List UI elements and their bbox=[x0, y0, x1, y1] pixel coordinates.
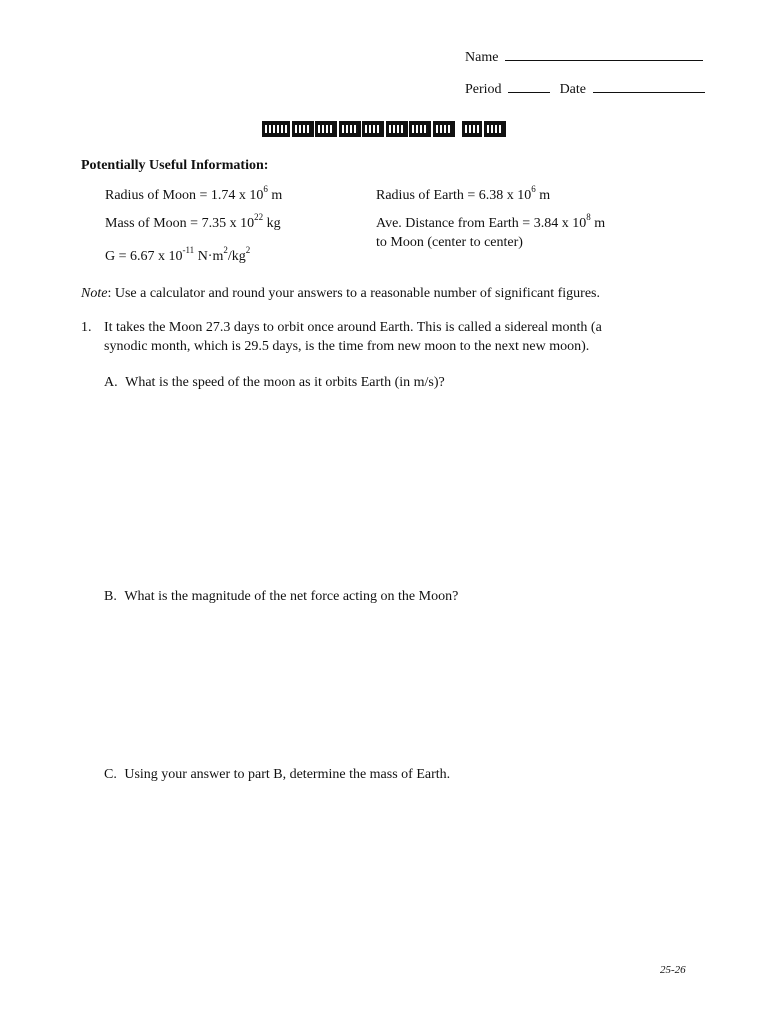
part-c bbox=[104, 767, 450, 783]
radius-moon bbox=[105, 184, 283, 204]
worksheet-title bbox=[262, 121, 506, 137]
title-glyph bbox=[262, 121, 290, 137]
part-b-text: What is the magnitude of the net force acting on the Moon? bbox=[124, 589, 459, 604]
mass-moon-text: Mass of Moon = 7.35 x 10 bbox=[105, 216, 255, 231]
title-glyph bbox=[386, 121, 408, 137]
part-a-letter: A. bbox=[104, 375, 118, 390]
period-label: Period bbox=[465, 82, 502, 97]
part-c-answer-area[interactable] bbox=[104, 792, 704, 952]
title-glyph bbox=[362, 121, 384, 137]
radius-earth bbox=[376, 184, 551, 204]
radius-moon-exp: 6 bbox=[263, 184, 268, 195]
g-exp: -11 bbox=[182, 245, 195, 256]
name-field[interactable] bbox=[505, 48, 703, 61]
part-c-letter: C. bbox=[104, 767, 117, 782]
name-row bbox=[465, 48, 703, 66]
title-glyph bbox=[339, 121, 361, 137]
part-a-text: What is the speed of the moon as it orbits Earth (in m/s)? bbox=[125, 375, 445, 390]
note-text: : Use a calculator and round your answers to a reasonable number of significant figures. bbox=[107, 286, 601, 301]
title-glyph bbox=[433, 121, 455, 137]
date-field[interactable] bbox=[593, 80, 705, 93]
period-date-row bbox=[465, 80, 705, 98]
radius-earth-exp: 6 bbox=[531, 184, 536, 195]
distance-unit: m bbox=[590, 216, 606, 231]
title-glyph bbox=[484, 121, 506, 137]
gravitational-constant bbox=[105, 245, 251, 265]
part-b-letter: B. bbox=[104, 589, 117, 604]
info-heading: Potentially Useful Information: bbox=[81, 158, 269, 173]
name-label: Name bbox=[465, 50, 499, 65]
mass-moon-unit: kg bbox=[263, 216, 281, 231]
radius-moon-text: Radius of Moon = 1.74 x 10 bbox=[105, 188, 264, 203]
g-unit-exp2: 2 bbox=[245, 245, 251, 256]
page-footer-code: 25-26 bbox=[660, 964, 686, 976]
question-line-1: It takes the Moon 27.3 days to orbit once around Earth. This is called a sidereal month (a bbox=[104, 320, 602, 335]
mass-moon bbox=[105, 212, 281, 232]
radius-moon-unit: m bbox=[267, 188, 283, 203]
radius-earth-text: Radius of Earth = 6.38 x 10 bbox=[376, 188, 532, 203]
part-b-answer-area[interactable] bbox=[104, 614, 704, 759]
title-glyph bbox=[292, 121, 314, 137]
earth-moon-distance bbox=[376, 212, 606, 232]
question-number: 1. bbox=[81, 320, 92, 335]
g-unit-a: N·m bbox=[194, 249, 224, 264]
part-b bbox=[104, 589, 458, 605]
g-unit-exp1: 2 bbox=[223, 245, 228, 256]
title-glyph bbox=[462, 121, 482, 137]
title-glyph bbox=[409, 121, 431, 137]
g-unit-b: /kg bbox=[227, 249, 246, 264]
title-glyph bbox=[315, 121, 337, 137]
question-line-2: synodic month, which is 29.5 days, is the time from new moon to the next new moon). bbox=[104, 339, 590, 354]
distance-exp: 8 bbox=[586, 212, 591, 223]
part-a bbox=[104, 375, 445, 391]
period-field[interactable] bbox=[508, 80, 550, 93]
earth-moon-distance-line2: to Moon (center to center) bbox=[376, 235, 523, 250]
mass-moon-exp: 22 bbox=[254, 212, 264, 223]
part-c-text: Using your answer to part B, determine the mass of Earth. bbox=[124, 767, 451, 782]
g-text: G = 6.67 x 10 bbox=[105, 249, 183, 264]
date-label: Date bbox=[559, 82, 586, 97]
note bbox=[81, 286, 600, 302]
radius-earth-unit: m bbox=[535, 188, 551, 203]
part-a-answer-area[interactable] bbox=[104, 400, 704, 580]
distance-text: Ave. Distance from Earth = 3.84 x 10 bbox=[376, 216, 587, 231]
note-label: Note bbox=[81, 286, 108, 301]
